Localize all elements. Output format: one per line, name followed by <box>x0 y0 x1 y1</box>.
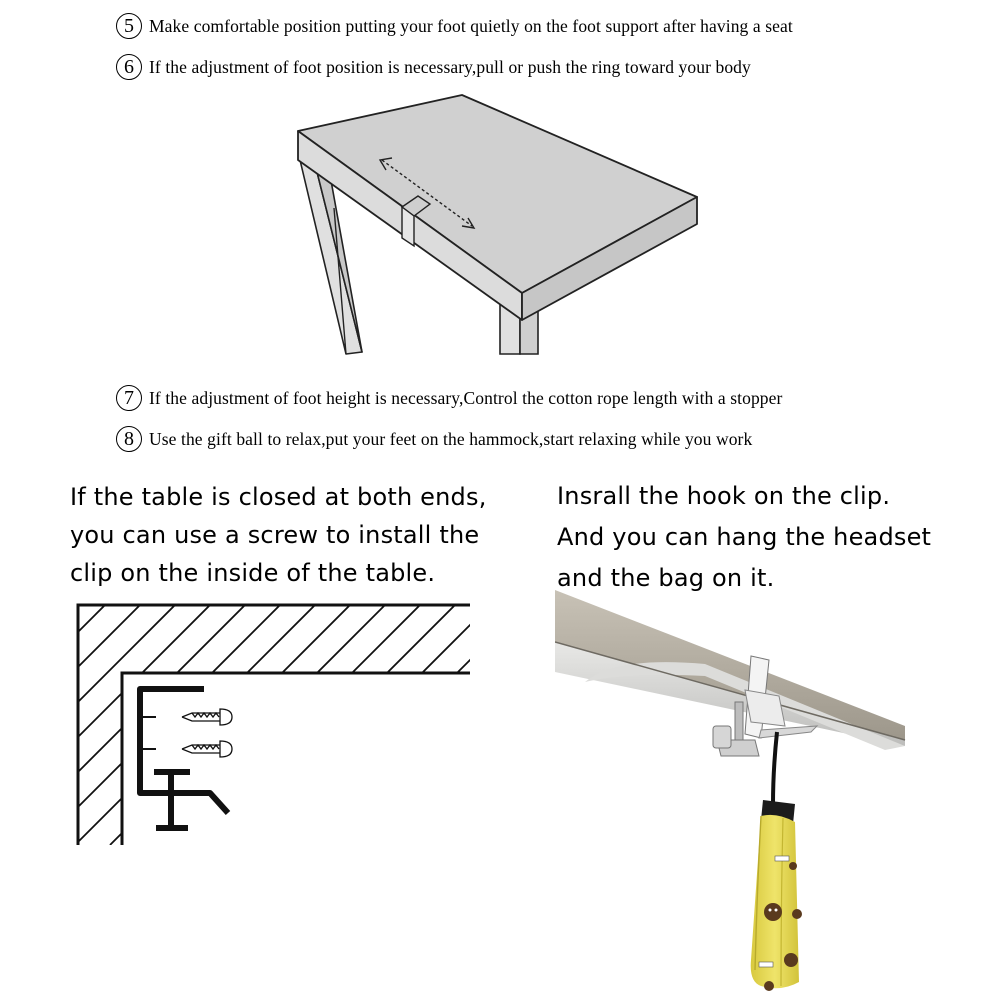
right-note-line: Insrall the hook on the clip. <box>557 482 891 510</box>
screw-icon <box>182 709 232 725</box>
step-number-badge: 6 <box>116 54 142 80</box>
screw-icon <box>182 741 232 757</box>
step-text: If the adjustment of foot height is necessary,Control the cotton rope length with a stopper <box>149 387 783 408</box>
step-text: If the adjustment of foot position is necessary,pull or push the ring toward your body <box>149 56 751 77</box>
step-8 <box>116 424 752 454</box>
step-number-badge: 7 <box>116 385 142 411</box>
left-note-line: If the table is closed at both ends, <box>70 483 487 511</box>
clip-diagram <box>60 595 480 855</box>
left-note-line: clip on the inside of the table. <box>70 559 436 587</box>
step-text: Use the gift ball to relax,put your feet on the hammock,start relaxing while you work <box>149 428 753 449</box>
right-note-line: and the bag on it. <box>557 564 775 592</box>
right-note <box>557 476 931 599</box>
umbrella-icon <box>751 800 802 991</box>
left-note-line: you can use a screw to install the <box>70 521 480 549</box>
left-note <box>70 478 487 592</box>
right-note-line: And you can hang the headset <box>557 523 932 551</box>
step-text: Make comfortable position putting your foot quietly on the foot support after having a seat <box>149 15 793 36</box>
hook-photo <box>555 590 935 1000</box>
step-number-badge: 8 <box>116 426 142 452</box>
step-number-badge: 5 <box>116 13 142 39</box>
step-7 <box>116 383 782 413</box>
